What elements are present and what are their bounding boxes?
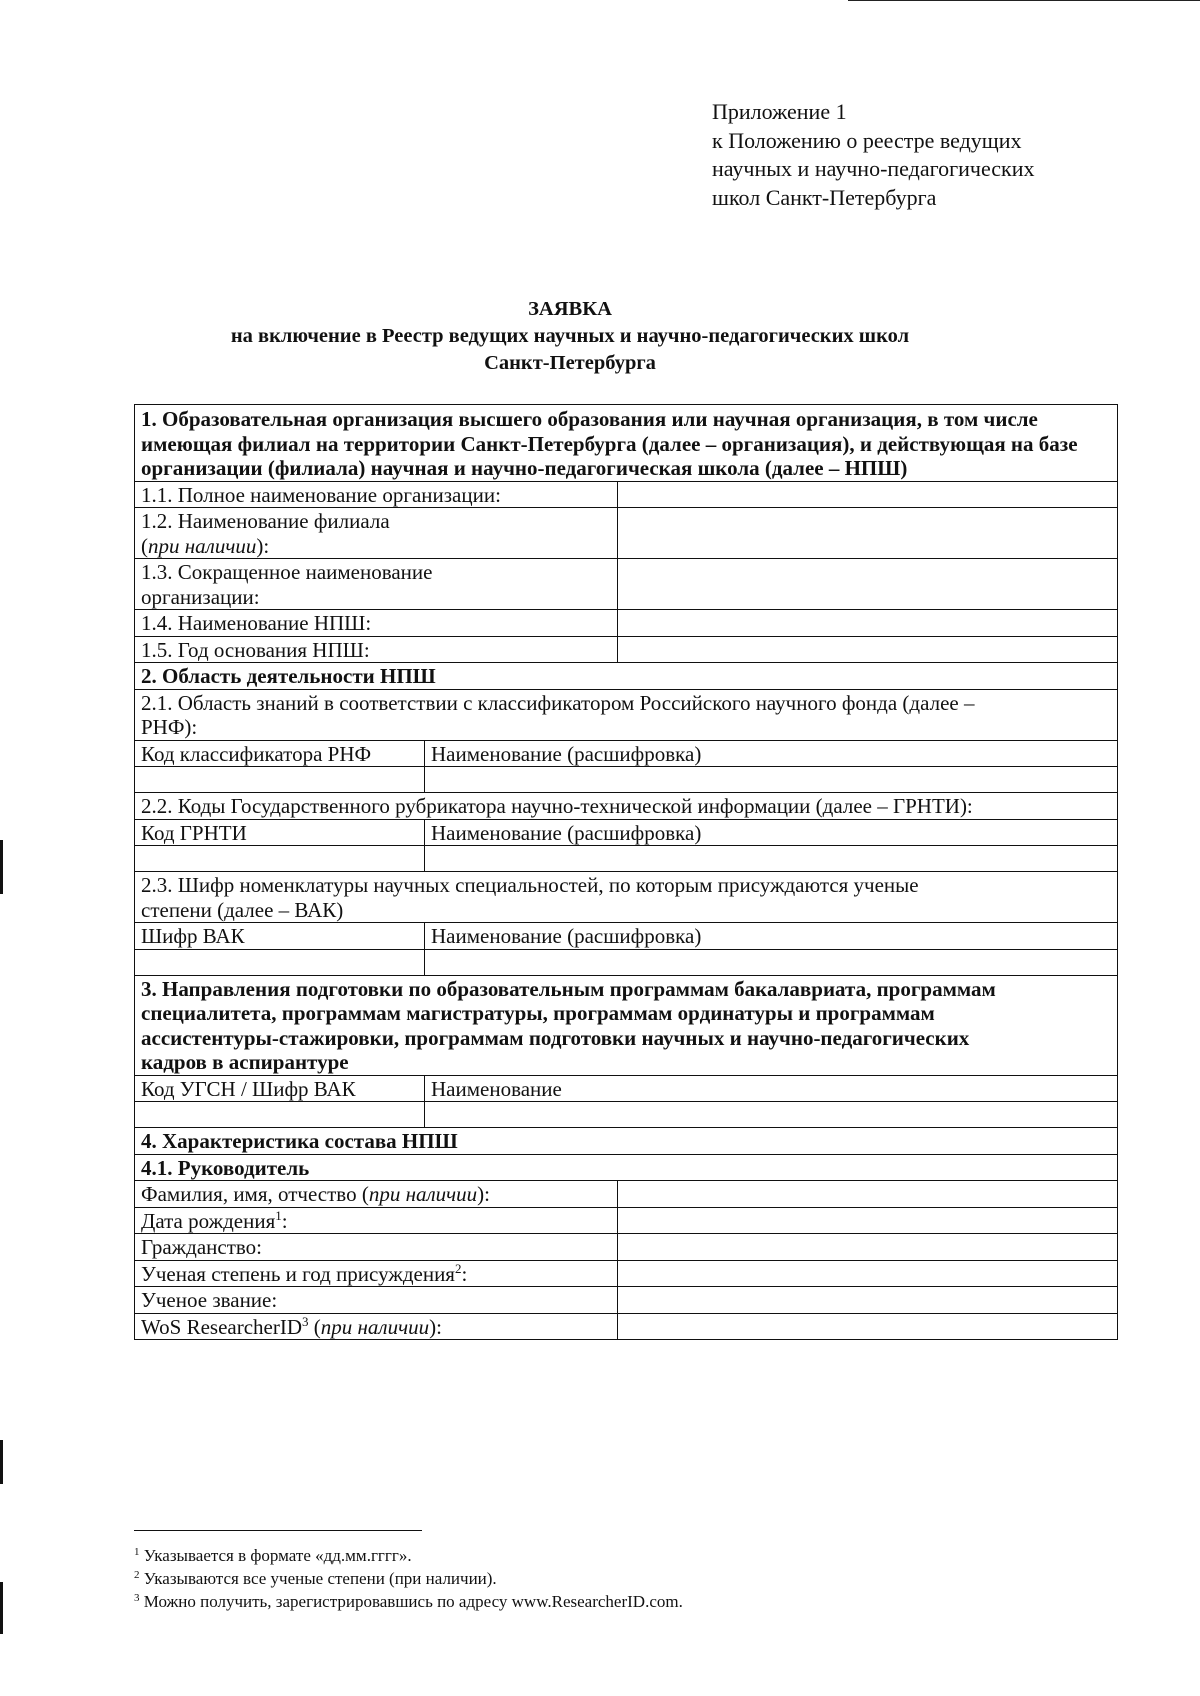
field-label-text: Дата рождения xyxy=(141,1208,276,1233)
entry-cell[interactable] xyxy=(425,949,1118,975)
field-value-cell[interactable] xyxy=(618,559,1118,610)
subsection-row xyxy=(135,872,1118,923)
annex-line: к Положению о реестре ведущих xyxy=(712,127,1022,153)
footnote-text: Указываются все ученые степени (при наличии). xyxy=(143,1569,497,1588)
field-label: Гражданство: xyxy=(135,1234,618,1261)
column-header: Наименование (расшифровка) xyxy=(425,923,1118,950)
entry-row xyxy=(135,767,1118,793)
footnote-ref: 1 xyxy=(275,1207,282,1223)
section-2-header: 2. Область деятельности НПШ xyxy=(135,663,1118,690)
field-value-cell[interactable] xyxy=(618,508,1118,559)
field-label: 1.1. Полное наименование организации: xyxy=(135,481,618,508)
column-header-row xyxy=(135,923,1118,950)
field-value-cell[interactable] xyxy=(618,636,1118,663)
column-header: Код ГРНТИ xyxy=(135,819,425,846)
form-row xyxy=(135,559,1118,610)
field-note: при наличии xyxy=(320,1314,430,1339)
field-label: Ученая степень и год присуждения$^2$: xyxy=(135,1260,618,1287)
footnote xyxy=(134,1567,1034,1590)
field-label-text: WoS ResearcherID xyxy=(141,1314,302,1339)
section-2-header-row xyxy=(135,663,1118,690)
subsection-row xyxy=(135,1154,1118,1181)
entry-cell[interactable] xyxy=(425,1102,1118,1128)
form-row xyxy=(135,1260,1118,1287)
footnotes xyxy=(134,1544,1034,1613)
field-value-cell[interactable] xyxy=(618,1260,1118,1287)
footnote xyxy=(134,1590,1034,1613)
footnote-number: 2 xyxy=(134,1569,140,1581)
title-line: Санкт-Петербурга xyxy=(484,352,656,374)
entry-cell[interactable] xyxy=(135,949,425,975)
scan-edge-mark xyxy=(0,840,3,894)
column-header: Код УГСН / Шифр ВАК xyxy=(135,1075,425,1102)
form-row xyxy=(135,1313,1118,1340)
column-header-row xyxy=(135,740,1118,767)
field-label xyxy=(135,1181,618,1208)
column-header: Наименование xyxy=(425,1075,1118,1102)
annex-line: научных и научно-педагогических xyxy=(712,156,1035,181)
subsection-4-1-title: 4.1. Руководитель xyxy=(135,1154,1118,1181)
annex-line: Приложение 1 xyxy=(712,99,847,124)
footnote-text: Указывается в формате «дд.мм.гггг». xyxy=(143,1546,412,1565)
entry-row xyxy=(135,1102,1118,1128)
field-value-cell[interactable] xyxy=(618,1181,1118,1208)
field-label-text: 1.2. Наименование филиала xyxy=(141,509,390,533)
footnote-separator xyxy=(134,1530,422,1531)
document-title xyxy=(150,296,990,377)
form-row xyxy=(135,481,1118,508)
entry-row xyxy=(135,949,1118,975)
scan-edge-rule xyxy=(848,0,1200,1)
section-1-header-row xyxy=(135,405,1118,482)
field-label-suffix: ): xyxy=(477,1182,490,1206)
field-label-text: Ученая степень и год присуждения xyxy=(141,1261,455,1286)
column-header: Код классификатора РНФ xyxy=(135,740,425,767)
form-row xyxy=(135,1181,1118,1208)
section-3-header-row xyxy=(135,975,1118,1075)
field-note: при наличии xyxy=(148,533,257,558)
field-value-cell[interactable] xyxy=(618,1287,1118,1314)
subsection-row xyxy=(135,689,1118,740)
scan-edge-mark xyxy=(0,1582,3,1634)
form-row xyxy=(135,1287,1118,1314)
footnote-number: 3 xyxy=(134,1592,140,1604)
application-form-table xyxy=(134,404,1118,1340)
subsection-row xyxy=(135,793,1118,820)
field-label-text: Фамилия, имя, отчество ( xyxy=(141,1182,369,1206)
column-header: Наименование (расшифровка) xyxy=(425,819,1118,846)
entry-cell[interactable] xyxy=(135,846,425,872)
column-header-row xyxy=(135,1075,1118,1102)
footnote-number: 1 xyxy=(134,1546,140,1558)
field-value-cell[interactable] xyxy=(618,1313,1118,1340)
section-4-header: 4. Характеристика состава НПШ xyxy=(135,1128,1118,1155)
field-label: 1.3. Сокращенное наименование организации: xyxy=(135,559,618,610)
entry-cell[interactable] xyxy=(135,767,425,793)
form-row xyxy=(135,508,1118,559)
footnote-ref: 2 xyxy=(454,1260,462,1276)
entry-cell[interactable] xyxy=(425,846,1118,872)
annex-line: школ Санкт-Петербурга xyxy=(712,184,937,210)
subsection-2-2-title: 2.2. Коды Государственного рубрикатора научно-технической информации (далее – ГРНТИ): xyxy=(135,793,1118,820)
title-line: на включение в Реестр ведущих научных и научно-педагогических школ xyxy=(230,325,910,347)
column-header-row xyxy=(135,819,1118,846)
field-value-cell[interactable] xyxy=(618,481,1118,508)
column-header: Наименование (расшифровка) xyxy=(425,740,1118,767)
field-value-cell[interactable] xyxy=(618,1234,1118,1261)
title-heading: ЗАЯВКА xyxy=(528,298,612,320)
entry-cell[interactable] xyxy=(425,767,1118,793)
section-1-header: 1. Образовательная организация высшего образования или научная организация, в том числе имеющая филиал на территории Санкт-Петербурга (далее – организация), и действующая на базе организации (филиала) научная и научно-педагогическая школа (далее – НПШ) xyxy=(135,405,1118,482)
field-label-suffix: ): xyxy=(256,533,270,558)
entry-cell[interactable] xyxy=(135,1102,425,1128)
form-row xyxy=(135,610,1118,637)
scan-edge-mark xyxy=(0,1440,3,1484)
field-label: 1.4. Наименование НПШ: xyxy=(135,610,618,637)
form-row xyxy=(135,636,1118,663)
field-label: Ученое звание: xyxy=(135,1287,618,1314)
form-row xyxy=(135,1234,1118,1261)
subsection-2-1-title: 2.1. Область знаний в соответствии с классификатором Российского научного фонда (далее – РНФ): xyxy=(135,689,1118,740)
field-value-cell[interactable] xyxy=(618,1207,1118,1234)
form-row xyxy=(135,1207,1118,1234)
subsection-2-3-title: 2.3. Шифр номенклатуры научных специальностей, по которым присуждаются ученые степени (далее – ВАК) xyxy=(135,872,1118,923)
footnote-ref: 3 xyxy=(302,1313,309,1329)
field-label: 1.5. Год основания НПШ: xyxy=(135,636,618,663)
column-header: Шифр ВАК xyxy=(135,923,425,950)
section-3-header: 3. Направления подготовки по образовательным программам бакалавриата, программам специалитета, программам магистратуры, программам ординатуры и программам ассистентуры-стажировки, программам подготовки научных и научно-педагогических кадров в аспирантуре xyxy=(135,975,1118,1075)
field-value-cell[interactable] xyxy=(618,610,1118,637)
footnote xyxy=(134,1544,1034,1567)
entry-row xyxy=(135,846,1118,872)
annex-note xyxy=(712,98,1152,212)
field-note: при наличии xyxy=(368,1182,478,1206)
field-label: 1.2. Наименование филиала (при наличии): xyxy=(135,508,618,559)
field-label: Дата рождения$^1$: xyxy=(135,1207,618,1234)
section-4-header-row xyxy=(135,1128,1118,1155)
footnote-text: Можно получить, зарегистрировавшись по адресу www.ResearcherID.com. xyxy=(143,1592,683,1611)
field-label: WoS ResearcherID$^3$ (при наличии): xyxy=(135,1313,618,1340)
